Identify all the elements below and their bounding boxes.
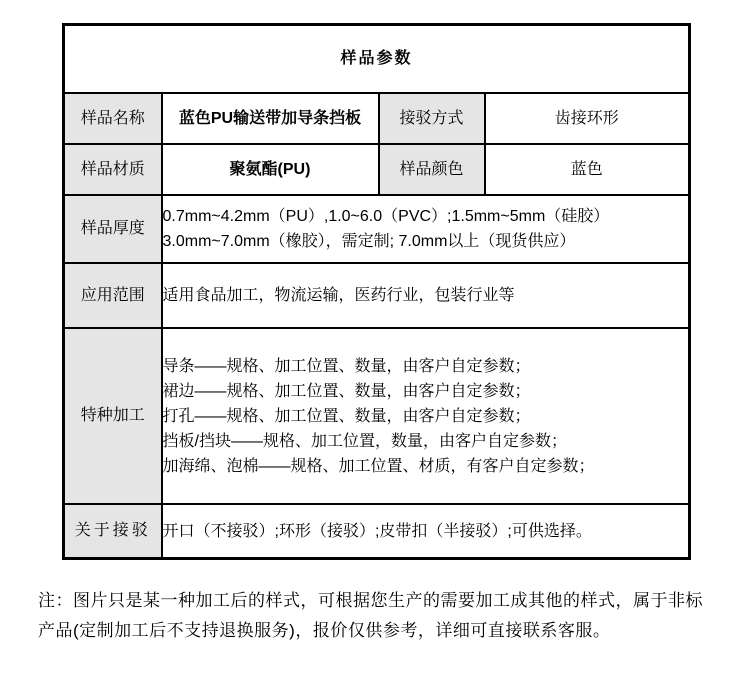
- table-row-name: [64, 93, 690, 144]
- label-sample-name: 样品名称: [64, 93, 162, 144]
- table-row-material: [64, 144, 690, 195]
- label-about-joint: 关于接驳: [64, 504, 162, 559]
- value-sample-name: 蓝色PU输送带加导条挡板: [162, 93, 379, 144]
- value-about-joint: [162, 504, 690, 559]
- special-line-guide-strip: 导条——规格、加工位置、数量，由客户自定参数；: [162, 357, 531, 375]
- table-row-thickness: [64, 195, 690, 263]
- label-sample-color: 样品颜色: [379, 144, 485, 195]
- page-title: 样品参数: [64, 25, 690, 94]
- label-application-scope: 应用范围: [64, 263, 162, 328]
- special-line-sponge-foam: 加海绵、泡棉——规格、加工位置、材质，有客户自定参数；: [162, 457, 595, 475]
- thickness-line-1: 0.7mm~4.2mm（PU）,1.0~6.0（PVC）;1.5mm~5mm（硅胶）: [162, 208, 610, 225]
- footnote-line-2: 产品(定制加工后不支持退换服务)，报价仅供参考，详细可直接联系客服。: [38, 621, 611, 640]
- joint-line: 开口（不接驳）;环形（接驳）;皮带扣（半接驳）;可供选择。: [162, 522, 592, 540]
- value-application-scope: [162, 263, 690, 328]
- label-joint-method: 接驳方式: [379, 93, 485, 144]
- special-line-skirt-edge: 裙边——规格、加工位置、数量，由客户自定参数；: [162, 382, 531, 400]
- label-sample-material: 样品材质: [64, 144, 162, 195]
- label-special-processing: 特种加工: [64, 328, 162, 504]
- footnote: [38, 586, 728, 646]
- thickness-line-2: 3.0mm~7.0mm（橡胶），需定制; 7.0mm以上（现货供应）: [162, 233, 576, 250]
- value-sample-color: 蓝色: [485, 144, 690, 195]
- value-special-processing: [162, 328, 690, 504]
- value-joint-method: 齿接环形: [485, 93, 690, 144]
- label-sample-thickness: 样品厚度: [64, 195, 162, 263]
- table-row-joint: [64, 504, 690, 559]
- value-sample-material: 聚氨酯(PU): [162, 144, 379, 195]
- table-row-application: [64, 263, 690, 328]
- application-line: 适用食品加工，物流运输，医药行业，包装行业等: [162, 287, 515, 304]
- special-line-baffle: 挡板/挡块——规格、加工位置，数量，由客户自定参数；: [162, 432, 567, 450]
- special-line-punching: 打孔——规格、加工位置、数量，由客户自定参数；: [162, 407, 531, 425]
- title-row: [64, 25, 690, 94]
- spec-table: [62, 23, 691, 560]
- footnote-line-1: 注：图片只是某一种加工后的样式，可根据您生产的需要加工成其他的样式，属于非标: [38, 591, 703, 610]
- table-row-special-processing: [64, 328, 690, 504]
- value-sample-thickness: [162, 195, 690, 263]
